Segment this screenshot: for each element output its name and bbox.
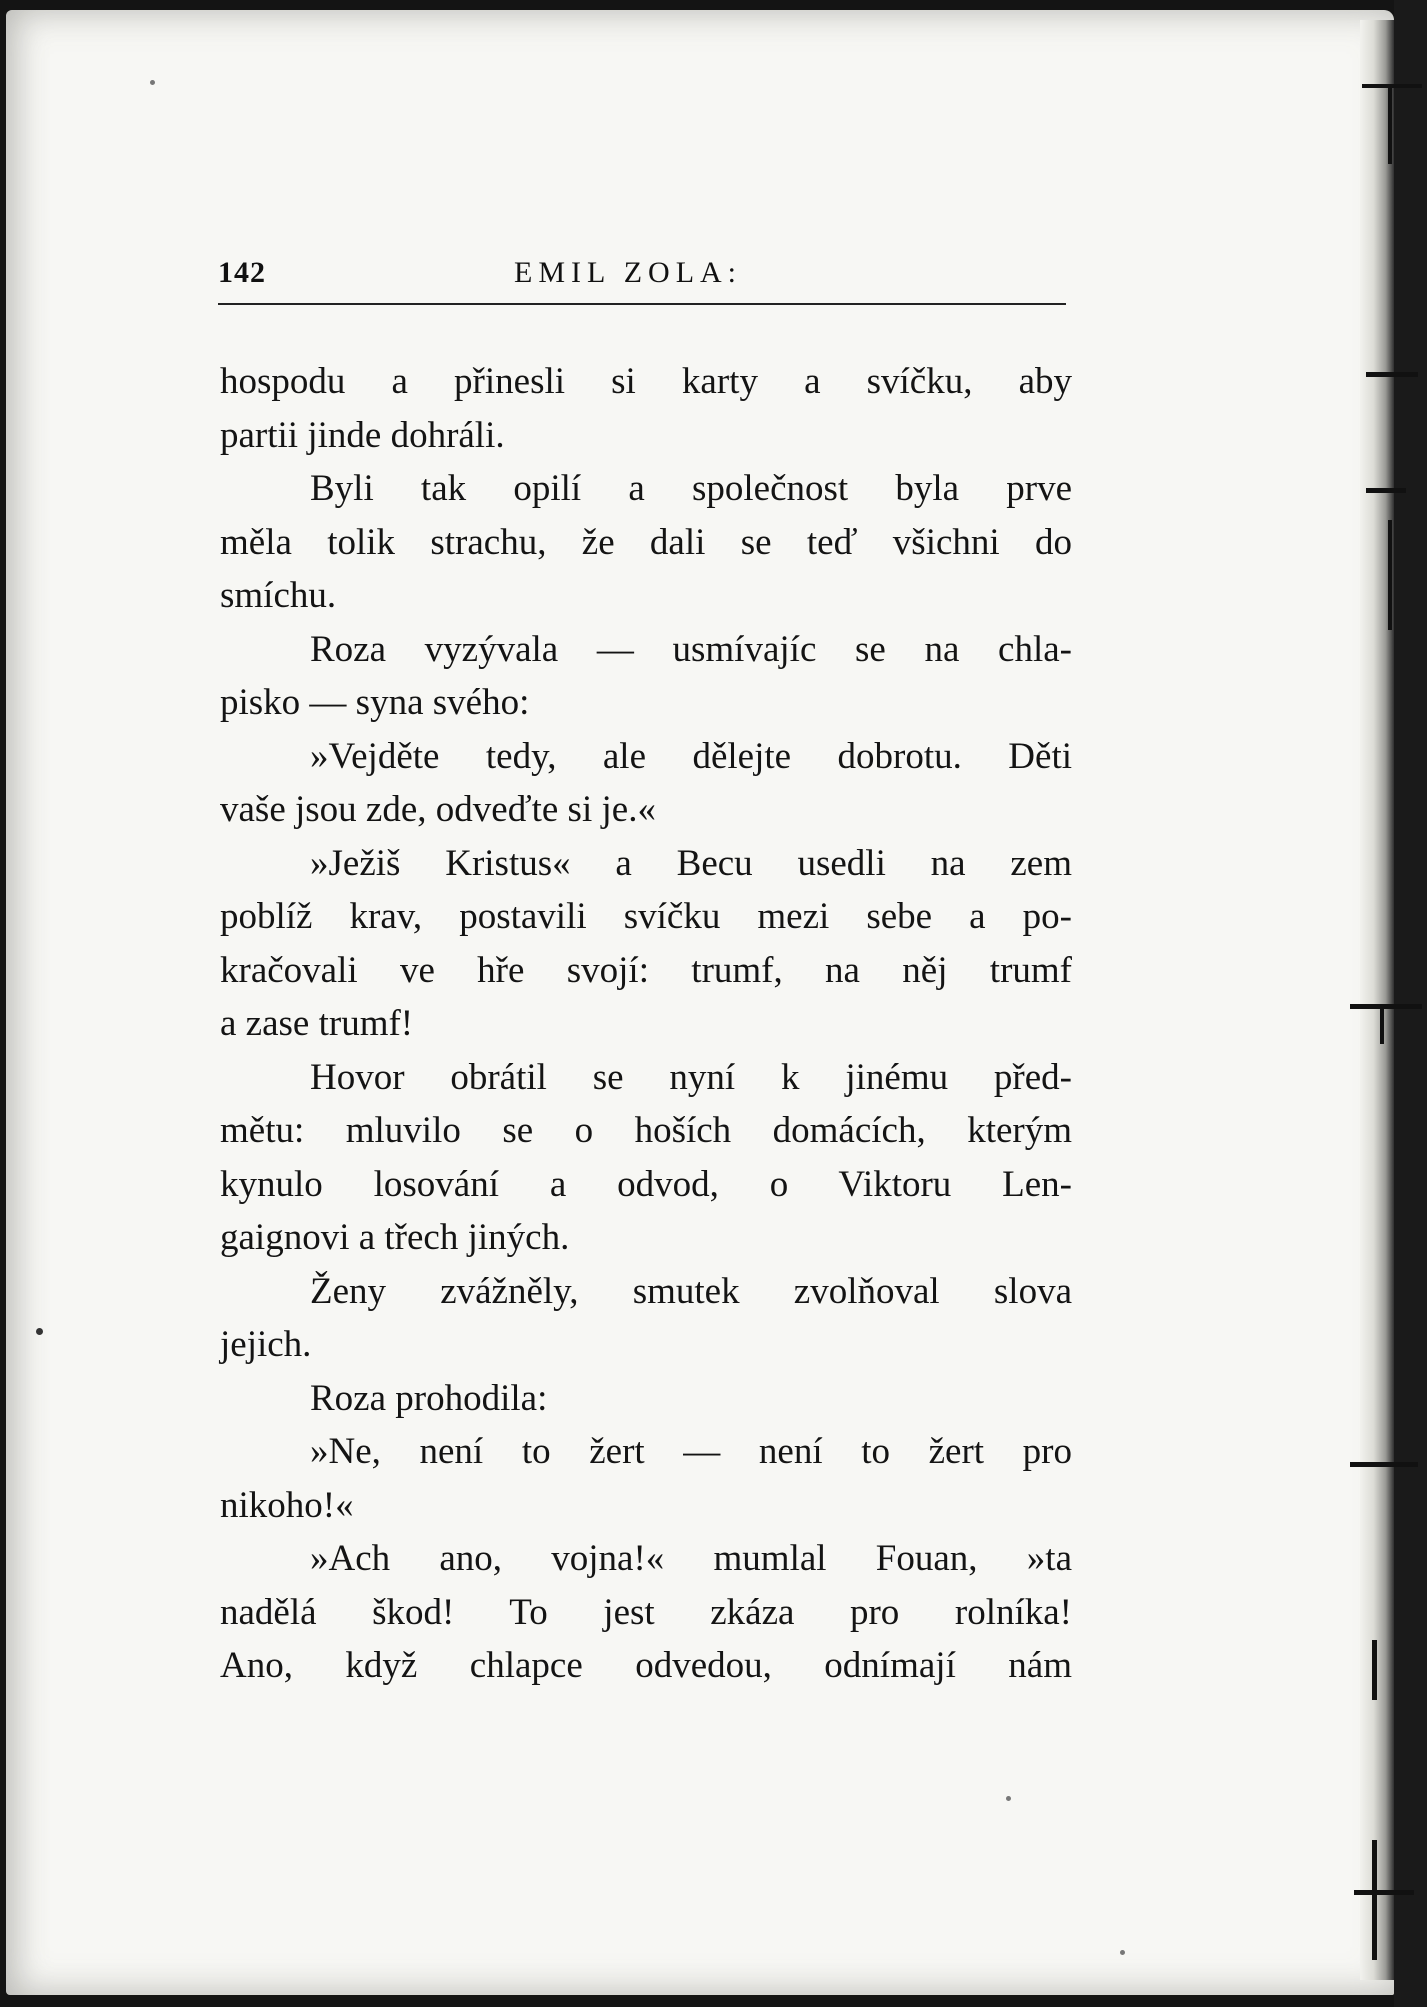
text-line: nikoho!« xyxy=(220,1484,354,1526)
binding-mark xyxy=(1388,520,1392,630)
text-line: poblíž krav, postavili svíčku mezi sebe a po- xyxy=(220,896,1072,937)
paper-speck xyxy=(36,1328,43,1335)
text-line: hospodu a přinesli si karty a svíčku, aby xyxy=(220,361,1072,402)
text-line: Roza vyzývala — usmívajíc se na chla- xyxy=(310,628,1072,670)
text-line: Hovor obrátil se nyní k jinému před- xyxy=(310,1056,1072,1098)
text-line: nadělá škod! To jest zkáza pro rolníka! xyxy=(220,1591,1072,1633)
text-line: kynulo losování a odvod, o Viktoru Len- xyxy=(220,1163,1072,1205)
paper-speck xyxy=(150,80,155,85)
binding-mark xyxy=(1372,1640,1377,1700)
text-line: a zase trumf! xyxy=(220,1003,414,1044)
page-header xyxy=(218,256,1066,306)
paper-speck xyxy=(1006,1796,1011,1801)
binding-mark xyxy=(1366,488,1406,493)
text-line: partii jinde dohráli. xyxy=(220,414,505,456)
text-line: Roza prohodila: xyxy=(310,1377,548,1419)
text-line: Ano, když chlapce odvedou, odnímají nám xyxy=(220,1645,1072,1686)
binding-mark xyxy=(1354,1890,1414,1895)
running-head: EMIL ZOLA: xyxy=(514,256,743,289)
text-line: jejich. xyxy=(220,1324,312,1365)
text-line: mětu: mluvilo se o hoších domácích, kterým xyxy=(220,1110,1072,1151)
text-line: kračovali ve hře svojí: trumf, na něj trumf xyxy=(220,949,1072,991)
binding-mark xyxy=(1372,1840,1377,1960)
header-rule xyxy=(218,303,1066,305)
text-line: pisko — syna svého: xyxy=(220,682,530,723)
text-line: »Ach ano, vojna!« mumlal Fouan, »ta xyxy=(310,1538,1072,1579)
text-line: Byli tak opilí a společnost byla prve xyxy=(310,468,1072,509)
text-line: »Ježiš Kristus« a Becu usedli na zem xyxy=(310,842,1072,884)
page-edge-shadow xyxy=(1360,20,1394,1980)
text-line: měla tolik strachu, že dali se teď všichni do xyxy=(220,521,1072,563)
binding-mark xyxy=(1362,84,1422,88)
text-line: gaignovi a třech jiných. xyxy=(220,1217,570,1258)
text-line: Ženy zvážněly, smutek zvolňoval slova xyxy=(310,1270,1072,1312)
paper-speck xyxy=(1120,1950,1125,1955)
text-line: vaše jsou zde, odveďte si je.« xyxy=(220,789,656,830)
binding-mark xyxy=(1388,84,1392,164)
text-line: »Vejděte tedy, ale dělejte dobrotu. Děti xyxy=(310,735,1072,777)
body-text xyxy=(220,355,1072,1693)
page-number: 142 xyxy=(218,256,266,289)
text-line: »Ne, není to žert — není to žert pro xyxy=(310,1431,1072,1472)
binding-mark xyxy=(1366,372,1418,377)
text-line: smíchu. xyxy=(220,575,337,616)
binding-mark xyxy=(1350,1004,1422,1009)
binding-mark xyxy=(1380,1004,1384,1044)
binding-mark xyxy=(1350,1462,1418,1467)
